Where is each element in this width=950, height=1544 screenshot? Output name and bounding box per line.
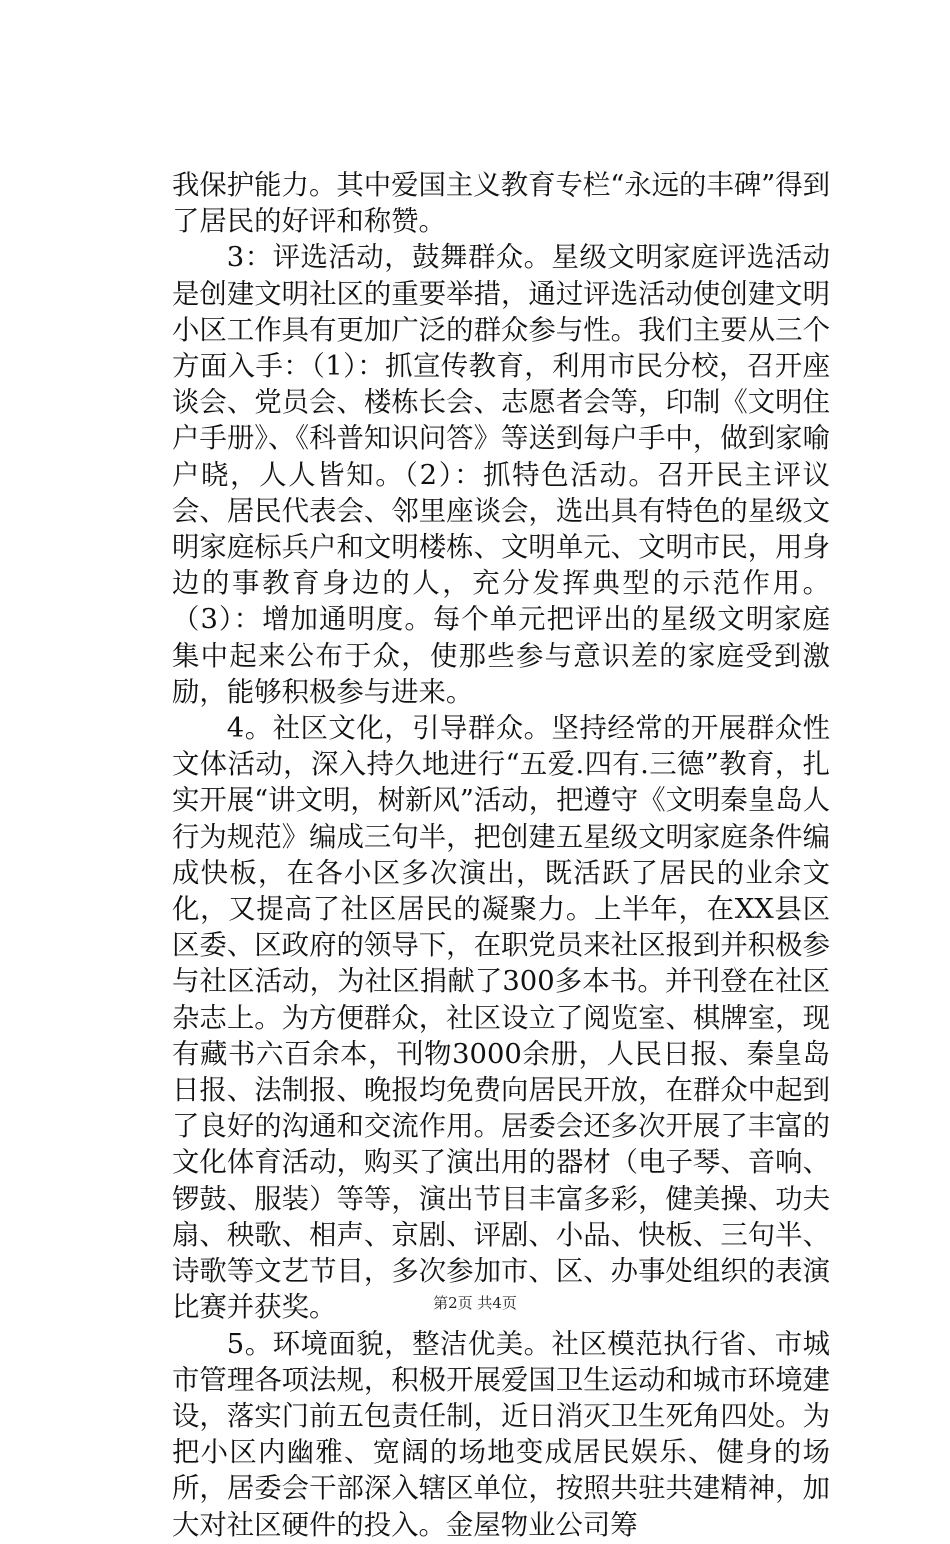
paragraph-1: 我保护能力。其中爱国主义教育专栏“永远的丰碑”得到了居民的好评和称赞。 [172,170,830,238]
paragraph-3: 4。社区文化，引导群众。坚持经常的开展群众性文体活动，深入持久地进行“五爱.四有.三德”教育，扎实开展“讲文明，树新风”活动，把遵守《文明秦皇岛人行为规范》编成三句半，把创建五星级文明家庭条件编成快板，在各小区多次演出，既活跃了居民的业余文化，又提高了社区居民的凝聚力。上半年，在XX县区区委、区政府的领导下，在职党员来社区报到并积极参与社区活动，为社区捐献了300多本书。并刊登在社区杂志上。为方便群众，社区设立了阅览室、棋牌室，现有藏书六百余本，刊物3000余册，人民日报、秦皇岛日报、法制报、晚报均免费向居民开放，在群众中起到了良好的沟通和交流作用。居委会还多次开展了丰富的文化体育活动，购买了演出用的器材（电子琴、音响、锣鼓、服装）等等，演出节目丰富多彩，健美操、功夫扇、秧歌、相声、京剧、评剧、小品、快板、三句半、诗歌等文艺节目，多次参加市、区、办事处组织的表演比赛并获奖。 [172,713,830,1324]
paragraph-4: 5。环境面貌，整洁优美。社区模范执行省、市城市管理各项法规，积极开展爱国卫生运动和城市环境建设，落实门前五包责任制，近日消灭卫生死角四处。为把小区内幽雅、宽阔的场地变成居民娱乐、健身的场所，居委会干部深入辖区单位，按照共驻共建精神，加大对社区硬件的投入。金屋物业公司筹 [172,1328,830,1541]
page-number-footer: 第2页 共4页 [433,1294,517,1312]
paragraph-2: 3：评选活动，鼓舞群众。星级文明家庭评选活动是创建文明社区的重要举措，通过评选活动使创建文明小区工作具有更加广泛的群众参与性。我们主要从三个方面入手：（1）：抓宣传教育，利用市民分校，召开座谈会、党员会、楼栋长会、志愿者会等，印制《文明住户手册》、《科普知识问答》等送到每户手中，做到家喻户晓，人人皆知。（2）：抓特色活动。召开民主评议会、居民代表会、邻里座谈会，选出具有特色的星级文明家庭标兵户和文明楼栋、文明单元、文明市民，用身边的事教育身边的人，充分发挥典型的示范作用。（3）：增加通明度。每个单元把评出的星级文明家庭集中起来公布于众，使那些参与意识差的家庭受到激励，能够积极参与进来。 [172,242,830,708]
document-body [172,168,830,1544]
